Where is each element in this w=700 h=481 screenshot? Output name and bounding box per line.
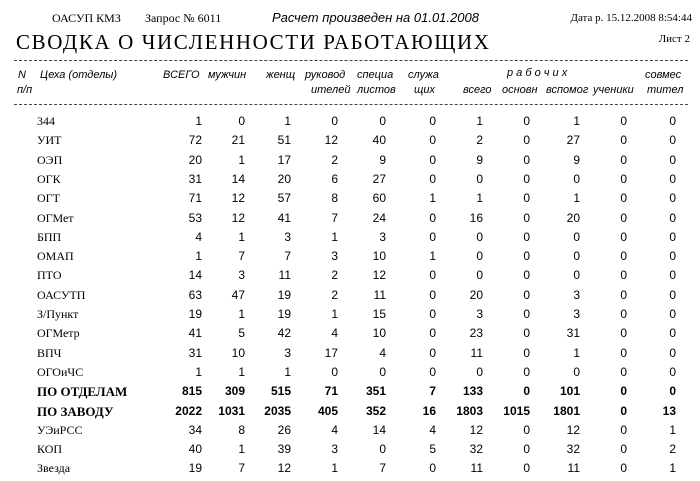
dept-name: ПО ЗАВОДУ: [37, 403, 114, 419]
value-cell: 10: [372, 249, 386, 264]
value-cell: 0: [476, 268, 483, 283]
top-divider: [14, 60, 688, 61]
table-row: [0, 211, 700, 231]
value-cell: 7: [238, 461, 245, 476]
value-cell: 3: [331, 442, 338, 457]
value-cell: 16: [469, 210, 483, 225]
value-cell: 0: [573, 229, 580, 244]
value-cell: 20: [277, 171, 291, 186]
col-num-2: п/п: [17, 84, 33, 96]
value-cell: 5: [429, 442, 436, 457]
value-cell: 0: [523, 171, 530, 186]
value-cell: 24: [372, 210, 386, 225]
value-cell: 72: [188, 133, 202, 148]
value-cell: 3: [573, 287, 580, 302]
value-cell: 0: [620, 249, 627, 264]
dept-name: 344: [37, 114, 55, 128]
value-cell: 19: [188, 461, 202, 476]
value-cell: 0: [669, 307, 676, 321]
dept-name: КОП: [37, 442, 63, 457]
value-cell: 0: [669, 384, 676, 399]
value-cell: 0: [523, 249, 530, 264]
table-row: [0, 423, 700, 443]
col-leaders-2: ителей: [311, 84, 351, 96]
value-cell: 11: [278, 268, 291, 283]
value-cell: 0: [523, 345, 530, 360]
value-cell: 0: [523, 114, 530, 128]
value-cell: 0: [429, 345, 436, 360]
value-cell: 12: [324, 133, 338, 148]
col-leaders: руковод: [305, 69, 346, 81]
value-cell: 1031: [218, 403, 245, 418]
col-workers-aux: вспомог: [546, 84, 589, 96]
value-cell: 351: [365, 384, 386, 399]
value-cell: 2: [331, 287, 338, 302]
value-cell: 16: [422, 403, 436, 418]
value-cell: 0: [476, 171, 483, 186]
value-cell: 0: [429, 171, 436, 186]
value-cell: 0: [669, 229, 676, 244]
col-part-time-2: тител: [647, 84, 684, 96]
value-cell: 0: [573, 268, 580, 283]
page-title: СВОДКА О ЧИСЛЕННОСТИ РАБОТАЮЩИХ: [16, 30, 491, 54]
dept-name: ОМАП: [37, 249, 74, 264]
value-cell: 0: [523, 268, 530, 283]
value-cell: 1: [573, 191, 580, 206]
value-cell: 0: [620, 171, 627, 186]
value-cell: 9: [379, 152, 386, 167]
value-cell: 47: [231, 287, 245, 302]
value-cell: 0: [573, 249, 580, 264]
value-cell: 0: [620, 287, 627, 302]
table-row: [0, 307, 700, 327]
value-cell: 12: [566, 422, 580, 437]
value-cell: 0: [523, 133, 530, 148]
col-men: мужчин: [208, 69, 247, 81]
value-cell: 1: [429, 249, 436, 264]
value-cell: 0: [620, 152, 627, 167]
value-cell: 0: [429, 287, 436, 302]
col-part-time: совмес: [645, 69, 682, 81]
value-cell: 0: [669, 249, 676, 264]
value-cell: 0: [429, 210, 436, 225]
value-cell: 17: [277, 152, 291, 167]
sheet-number: Лист 2: [658, 33, 690, 45]
value-cell: 4: [331, 422, 338, 437]
value-cell: 2: [331, 268, 338, 283]
value-cell: 20: [566, 210, 580, 225]
value-cell: 6: [331, 171, 338, 186]
value-cell: 20: [188, 152, 202, 167]
value-cell: 2: [331, 152, 338, 167]
value-cell: 0: [620, 191, 627, 206]
table-row: [0, 384, 700, 404]
value-cell: 0: [573, 364, 580, 379]
value-cell: 0: [620, 345, 627, 360]
value-cell: 0: [476, 249, 483, 264]
col-workers-main: основн: [502, 84, 538, 96]
value-cell: 3: [573, 307, 580, 321]
value-cell: 1: [476, 191, 483, 206]
value-cell: 31: [566, 326, 580, 341]
value-cell: 53: [188, 210, 202, 225]
value-cell: 42: [277, 326, 291, 341]
value-cell: 1: [195, 249, 202, 264]
value-cell: 3: [284, 345, 291, 360]
value-cell: 133: [462, 384, 483, 399]
value-cell: 7: [238, 249, 245, 264]
value-cell: 1: [238, 307, 245, 321]
col-total: ВСЕГО: [163, 69, 200, 81]
value-cell: 1: [331, 461, 338, 476]
value-cell: 0: [429, 114, 436, 128]
org-name: ОАСУП КМЗ: [52, 11, 121, 25]
value-cell: 7: [331, 210, 338, 225]
value-cell: 32: [469, 442, 483, 457]
value-cell: 39: [277, 442, 291, 457]
dept-name: ОГК: [37, 171, 61, 186]
query-number: Запрос № 6011: [145, 11, 222, 25]
value-cell: 34: [188, 422, 202, 437]
header-divider: [14, 104, 688, 105]
value-cell: 40: [372, 133, 386, 148]
value-cell: 60: [372, 191, 386, 206]
col-workers-group: р а б о ч и х: [507, 67, 568, 79]
value-cell: 19: [188, 307, 202, 321]
value-cell: 0: [620, 307, 627, 321]
value-cell: 10: [231, 345, 245, 360]
col-women: женщ: [266, 69, 296, 81]
value-cell: 0: [379, 364, 386, 379]
dept-name: ВПЧ: [37, 345, 62, 360]
col-num: N: [18, 69, 26, 81]
table-row: [0, 268, 700, 288]
value-cell: 1: [669, 422, 676, 437]
dept-name: ПТО: [37, 268, 62, 283]
col-dept: Цеха (отделы): [40, 69, 118, 81]
value-cell: 1801: [553, 403, 580, 418]
value-cell: 0: [523, 422, 530, 437]
value-cell: 20: [469, 287, 483, 302]
dept-name: ОЭП: [37, 152, 63, 167]
dept-name: УЭиРСС: [37, 422, 83, 437]
dept-name: З/Пункт: [37, 307, 79, 321]
value-cell: 9: [573, 152, 580, 167]
table-row: [0, 191, 700, 211]
value-cell: 0: [620, 326, 627, 341]
value-cell: 0: [331, 364, 338, 379]
value-cell: 17: [324, 345, 338, 360]
value-cell: 1: [573, 345, 580, 360]
value-cell: 0: [523, 191, 530, 206]
table-row: [0, 461, 700, 481]
value-cell: 57: [277, 191, 291, 206]
value-cell: 0: [523, 307, 530, 321]
value-cell: 1: [238, 152, 245, 167]
value-cell: 1: [476, 114, 483, 128]
value-cell: 51: [277, 133, 291, 148]
table-row: [0, 230, 700, 250]
value-cell: 0: [429, 461, 436, 476]
value-cell: 3: [476, 307, 483, 321]
value-cell: 21: [231, 133, 245, 148]
table-row: [0, 365, 700, 385]
value-cell: 309: [224, 384, 245, 399]
value-cell: 0: [620, 364, 627, 379]
value-cell: 8: [238, 422, 245, 437]
value-cell: 19: [277, 287, 291, 302]
value-cell: 11: [470, 461, 483, 476]
value-cell: 0: [523, 152, 530, 167]
value-cell: 0: [669, 210, 676, 225]
value-cell: 12: [469, 422, 483, 437]
table-row: [0, 114, 700, 134]
value-cell: 4: [429, 422, 436, 437]
value-cell: 71: [188, 191, 202, 206]
value-cell: 0: [429, 229, 436, 244]
value-cell: 32: [566, 442, 580, 457]
value-cell: 405: [317, 403, 338, 418]
table-row: [0, 133, 700, 153]
value-cell: 0: [523, 326, 530, 341]
dept-name: ОГОиЧС: [37, 364, 84, 379]
value-cell: 0: [523, 442, 530, 457]
value-cell: 1: [284, 114, 291, 128]
value-cell: 0: [523, 461, 530, 476]
value-cell: 63: [188, 287, 202, 302]
col-employees-2: щих: [414, 84, 435, 96]
value-cell: 0: [331, 114, 338, 128]
value-cell: 4: [195, 229, 202, 244]
value-cell: 12: [231, 210, 245, 225]
value-cell: 3: [331, 249, 338, 264]
value-cell: 10: [372, 326, 386, 341]
value-cell: 0: [620, 210, 627, 225]
value-cell: 0: [523, 210, 530, 225]
value-cell: 0: [476, 229, 483, 244]
col-specialists: специа: [357, 69, 394, 81]
value-cell: 0: [669, 268, 676, 283]
value-cell: 2: [476, 133, 483, 148]
value-cell: 0: [669, 345, 676, 360]
value-cell: 12: [231, 191, 245, 206]
value-cell: 0: [429, 152, 436, 167]
value-cell: 0: [620, 403, 627, 418]
table-row: [0, 249, 700, 269]
value-cell: 11: [470, 345, 483, 360]
value-cell: 0: [523, 384, 530, 399]
value-cell: 26: [277, 422, 291, 437]
table-row: [0, 346, 700, 366]
value-cell: 0: [669, 287, 676, 302]
value-cell: 1: [284, 364, 291, 379]
value-cell: 0: [429, 364, 436, 379]
value-cell: 0: [620, 461, 627, 476]
value-cell: 2022: [175, 403, 202, 418]
value-cell: 0: [573, 171, 580, 186]
dept-name: ОГТ: [37, 191, 60, 206]
table-row: [0, 326, 700, 346]
table-row: [0, 153, 700, 173]
value-cell: 11: [373, 287, 386, 302]
value-cell: 7: [429, 384, 436, 399]
value-cell: 0: [523, 364, 530, 379]
value-cell: 1: [195, 364, 202, 379]
value-cell: 2: [669, 442, 676, 457]
value-cell: 0: [429, 133, 436, 148]
value-cell: 7: [284, 249, 291, 264]
value-cell: 12: [277, 461, 291, 476]
dept-name: ОАСУТП: [37, 287, 86, 302]
value-cell: 0: [523, 229, 530, 244]
value-cell: 0: [620, 442, 627, 457]
value-cell: 0: [669, 114, 676, 128]
value-cell: 1015: [503, 403, 530, 418]
col-specialists-2: листов: [357, 84, 396, 96]
dept-name: ПО ОТДЕЛАМ: [37, 384, 128, 400]
print-date: Дата р. 15.12.2008 8:54:44: [570, 12, 692, 24]
value-cell: 515: [270, 384, 291, 399]
value-cell: 15: [372, 307, 386, 321]
value-cell: 41: [277, 210, 291, 225]
value-cell: 0: [429, 326, 436, 341]
value-cell: 71: [324, 384, 338, 399]
table-row: [0, 288, 700, 308]
value-cell: 0: [429, 307, 436, 321]
value-cell: 14: [372, 422, 386, 437]
value-cell: 3: [284, 229, 291, 244]
value-cell: 14: [231, 171, 245, 186]
value-cell: 12: [372, 268, 386, 283]
value-cell: 1: [573, 114, 580, 128]
value-cell: 0: [669, 326, 676, 341]
table-row: [0, 442, 700, 462]
value-cell: 0: [669, 152, 676, 167]
value-cell: 4: [379, 345, 386, 360]
value-cell: 8: [331, 191, 338, 206]
value-cell: 40: [188, 442, 202, 457]
value-cell: 4: [331, 326, 338, 341]
dept-name: ОГМетр: [37, 326, 80, 341]
table-row: [0, 404, 700, 424]
value-cell: 0: [620, 268, 627, 283]
value-cell: 1: [238, 364, 245, 379]
table-row: [0, 172, 700, 192]
value-cell: 1: [195, 114, 202, 128]
value-cell: 0: [238, 114, 245, 128]
value-cell: 0: [620, 384, 627, 399]
value-cell: 0: [379, 442, 386, 457]
value-cell: 0: [620, 229, 627, 244]
value-cell: 41: [188, 326, 202, 341]
value-cell: 11: [567, 461, 580, 476]
value-cell: 1803: [456, 403, 483, 418]
value-cell: 27: [372, 171, 386, 186]
value-cell: 0: [620, 133, 627, 148]
dept-name: УИТ: [37, 133, 62, 148]
value-cell: 1: [331, 229, 338, 244]
value-cell: 0: [669, 171, 676, 186]
calc-date: Расчет произведен на 01.01.2008: [272, 10, 479, 25]
value-cell: 31: [188, 171, 202, 186]
value-cell: 0: [620, 422, 627, 437]
col-students: ученики: [593, 84, 634, 96]
value-cell: 0: [669, 191, 676, 206]
value-cell: 1: [429, 191, 436, 206]
value-cell: 815: [181, 384, 202, 399]
value-cell: 9: [476, 152, 483, 167]
value-cell: 13: [662, 403, 676, 418]
dept-name: Звезда: [37, 461, 71, 476]
value-cell: 1: [331, 307, 338, 321]
value-cell: 3: [379, 229, 386, 244]
value-cell: 352: [365, 403, 386, 418]
value-cell: 0: [669, 133, 676, 148]
value-cell: 0: [379, 114, 386, 128]
value-cell: 27: [566, 133, 580, 148]
value-cell: 19: [277, 307, 291, 321]
value-cell: 101: [559, 384, 580, 399]
col-employees: служа: [408, 69, 439, 81]
value-cell: 14: [188, 268, 202, 283]
value-cell: 2035: [264, 403, 291, 418]
value-cell: 7: [379, 461, 386, 476]
value-cell: 0: [669, 364, 676, 379]
dept-name: БПП: [37, 229, 62, 244]
dept-name: ОГМет: [37, 210, 74, 225]
value-cell: 0: [476, 364, 483, 379]
value-cell: 23: [469, 326, 483, 341]
value-cell: 0: [620, 114, 627, 128]
value-cell: 0: [429, 268, 436, 283]
col-workers-total: всего: [463, 84, 492, 96]
value-cell: 31: [188, 345, 202, 360]
value-cell: 3: [238, 268, 245, 283]
value-cell: 0: [523, 287, 530, 302]
value-cell: 5: [238, 326, 245, 341]
value-cell: 1: [238, 442, 245, 457]
value-cell: 1: [669, 461, 676, 476]
value-cell: 1: [238, 229, 245, 244]
